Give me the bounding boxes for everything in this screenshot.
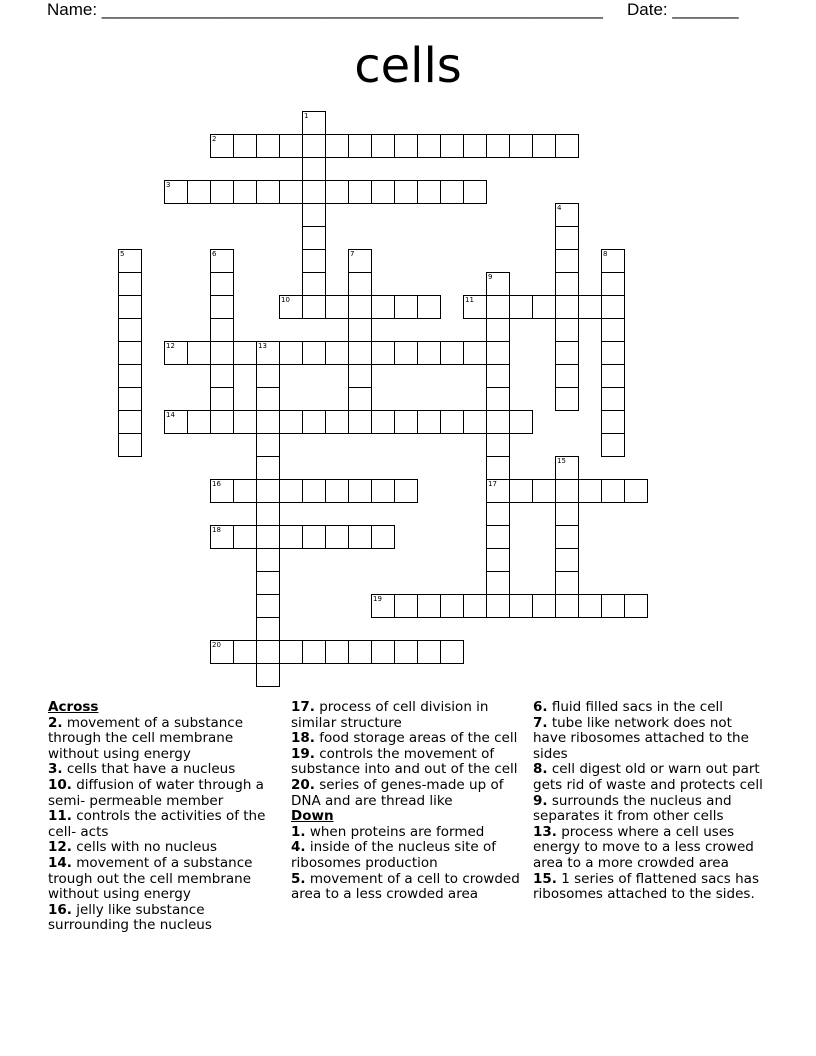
grid-cell[interactable] xyxy=(486,272,510,296)
grid-cell[interactable] xyxy=(118,295,142,319)
grid-cell[interactable] xyxy=(348,134,372,158)
clue-text: process of cell division in similar structure xyxy=(291,699,489,731)
cell-number: 2 xyxy=(212,135,217,143)
cell-number: 5 xyxy=(120,250,125,258)
clue-number: 3. xyxy=(48,761,63,778)
clue-number: 15. xyxy=(533,870,557,887)
clue-number: 11. xyxy=(48,808,72,825)
grid-cell[interactable] xyxy=(509,410,533,434)
grid-cell[interactable] xyxy=(348,410,372,434)
grid-cell[interactable] xyxy=(233,640,257,664)
grid-cell[interactable] xyxy=(233,134,257,158)
grid-cell[interactable] xyxy=(417,180,441,204)
grid-cell[interactable] xyxy=(210,364,234,388)
cell-number: 1 xyxy=(304,112,309,120)
grid-cell[interactable] xyxy=(256,387,280,411)
grid-cell[interactable] xyxy=(210,387,234,411)
grid-cell[interactable] xyxy=(578,594,602,618)
grid-cell[interactable] xyxy=(325,180,349,204)
grid-cell[interactable] xyxy=(463,594,487,618)
grid-cell[interactable] xyxy=(555,525,579,549)
grid-cell[interactable] xyxy=(118,364,142,388)
grid-cell[interactable] xyxy=(463,295,487,319)
clue-down-9 xyxy=(533,794,769,825)
clue-number: 13. xyxy=(533,823,557,840)
grid-cell[interactable] xyxy=(601,364,625,388)
clue-text: cells that have a nucleus xyxy=(66,761,236,778)
grid-cell[interactable] xyxy=(371,134,395,158)
grid-cell[interactable] xyxy=(256,640,280,664)
grid-cell[interactable] xyxy=(210,134,234,158)
grid-cell[interactable] xyxy=(302,157,326,181)
grid-cell[interactable] xyxy=(279,410,303,434)
grid-cell[interactable] xyxy=(555,203,579,227)
cell-number: 11 xyxy=(465,296,474,304)
grid-cell[interactable] xyxy=(256,180,280,204)
clue-across-20 xyxy=(291,778,523,809)
grid-cell[interactable] xyxy=(371,180,395,204)
grid-cell[interactable] xyxy=(555,295,579,319)
grid-cell[interactable] xyxy=(578,295,602,319)
grid-cell[interactable] xyxy=(210,410,234,434)
clue-down-1 xyxy=(291,825,523,841)
clue-text: movement of a substance trough out the cell membrane without using energy xyxy=(48,854,253,903)
grid-cell[interactable] xyxy=(486,502,510,526)
clue-number: 18. xyxy=(291,730,315,747)
clue-column-2 xyxy=(291,700,523,903)
clue-across-18 xyxy=(291,731,523,747)
grid-cell[interactable] xyxy=(394,640,418,664)
grid-cell[interactable] xyxy=(118,341,142,365)
grid-cell[interactable] xyxy=(601,341,625,365)
clue-across-10 xyxy=(48,778,280,809)
clue-text: diffusion of water through a semi- permeable member xyxy=(48,776,264,809)
clue-down-4 xyxy=(291,840,523,871)
clue-number: 20. xyxy=(291,776,315,793)
clue-text: cell digest old or warn out part gets rid of waste and protects cell xyxy=(533,761,763,793)
grid-cell[interactable] xyxy=(118,318,142,342)
grid-cell[interactable] xyxy=(486,295,510,319)
grid-cell[interactable] xyxy=(486,364,510,388)
grid-cell[interactable] xyxy=(509,479,533,503)
grid-cell[interactable] xyxy=(532,594,556,618)
cell-number: 19 xyxy=(373,595,382,603)
clue-across-14 xyxy=(48,856,280,903)
grid-cell[interactable] xyxy=(555,249,579,273)
grid-cell[interactable] xyxy=(486,387,510,411)
grid-cell[interactable] xyxy=(233,525,257,549)
grid-cell[interactable] xyxy=(555,387,579,411)
grid-cell[interactable] xyxy=(440,410,464,434)
grid-cell[interactable] xyxy=(256,134,280,158)
grid-cell[interactable] xyxy=(325,134,349,158)
grid-cell[interactable] xyxy=(371,410,395,434)
grid-cell[interactable] xyxy=(486,456,510,480)
grid-cell[interactable] xyxy=(210,640,234,664)
clue-down-13 xyxy=(533,825,769,872)
grid-cell[interactable] xyxy=(210,341,234,365)
grid-cell[interactable] xyxy=(256,456,280,480)
clue-column-3 xyxy=(533,700,769,903)
grid-cell[interactable] xyxy=(371,341,395,365)
cell-number: 6 xyxy=(212,250,217,258)
clue-number: 8. xyxy=(533,761,548,778)
grid-cell[interactable] xyxy=(486,479,510,503)
grid-cell[interactable] xyxy=(302,111,326,135)
grid-cell[interactable] xyxy=(394,295,418,319)
grid-cell[interactable] xyxy=(601,410,625,434)
grid-cell[interactable] xyxy=(256,663,280,687)
grid-cell[interactable] xyxy=(164,410,188,434)
grid-cell[interactable] xyxy=(118,410,142,434)
grid-cell[interactable] xyxy=(302,295,326,319)
clue-text: series of genes-made up of DNA and are thread like xyxy=(291,776,504,809)
grid-cell[interactable] xyxy=(601,594,625,618)
grid-cell[interactable] xyxy=(256,571,280,595)
grid-cell[interactable] xyxy=(210,180,234,204)
clue-across-3 xyxy=(48,762,280,778)
grid-cell[interactable] xyxy=(302,525,326,549)
grid-cell[interactable] xyxy=(394,410,418,434)
grid-cell[interactable] xyxy=(302,410,326,434)
clue-across-2 xyxy=(48,716,280,763)
grid-cell[interactable] xyxy=(279,295,303,319)
grid-cell[interactable] xyxy=(302,272,326,296)
clue-text: surrounds the nucleus and separates it from other cells xyxy=(533,792,732,825)
grid-cell[interactable] xyxy=(279,180,303,204)
grid-cell[interactable] xyxy=(210,479,234,503)
grid-cell[interactable] xyxy=(601,479,625,503)
grid-cell[interactable] xyxy=(578,479,602,503)
grid-cell[interactable] xyxy=(164,180,188,204)
clue-number: 9. xyxy=(533,792,548,809)
clue-number: 6. xyxy=(533,699,548,715)
grid-cell[interactable] xyxy=(118,433,142,457)
grid-cell[interactable] xyxy=(555,571,579,595)
grid-cell[interactable] xyxy=(555,341,579,365)
grid-cell[interactable] xyxy=(256,594,280,618)
grid-cell[interactable] xyxy=(348,318,372,342)
grid-cell[interactable] xyxy=(555,272,579,296)
cell-number: 16 xyxy=(212,480,221,488)
clue-text: 1 series of flattened sacs has ribosomes attached to the sides. xyxy=(533,870,759,903)
cell-number: 7 xyxy=(350,250,355,258)
grid-cell[interactable] xyxy=(601,387,625,411)
clue-across-11 xyxy=(48,809,280,840)
grid-cell[interactable] xyxy=(325,479,349,503)
grid-cell[interactable] xyxy=(486,433,510,457)
grid-cell[interactable] xyxy=(394,594,418,618)
grid-cell[interactable] xyxy=(348,387,372,411)
grid-cell[interactable] xyxy=(256,525,280,549)
grid-cell[interactable] xyxy=(463,341,487,365)
grid-cell[interactable] xyxy=(440,640,464,664)
grid-cell[interactable] xyxy=(325,410,349,434)
grid-cell[interactable] xyxy=(348,525,372,549)
cell-number: 8 xyxy=(603,250,608,258)
clue-number: 2. xyxy=(48,714,63,731)
grid-cell[interactable] xyxy=(256,617,280,641)
grid-cell[interactable] xyxy=(279,134,303,158)
grid-cell[interactable] xyxy=(325,640,349,664)
clue-text: cells with no nucleus xyxy=(76,839,217,856)
clue-across-17 xyxy=(291,700,523,731)
clue-text: tube like network does not have ribosomes attached to the sides xyxy=(533,714,749,762)
grid-cell[interactable] xyxy=(486,594,510,618)
grid-cell[interactable] xyxy=(440,180,464,204)
grid-cell[interactable] xyxy=(256,433,280,457)
grid-cell[interactable] xyxy=(256,410,280,434)
grid-cell[interactable] xyxy=(417,341,441,365)
cell-number: 14 xyxy=(166,411,175,419)
grid-cell[interactable] xyxy=(417,410,441,434)
clue-text: controls the activities of the cell- acts xyxy=(48,808,266,840)
clue-number: 7. xyxy=(533,714,548,731)
grid-cell[interactable] xyxy=(555,479,579,503)
grid-cell[interactable] xyxy=(233,479,257,503)
clue-column-1 xyxy=(48,700,280,934)
grid-cell[interactable] xyxy=(348,295,372,319)
clue-number: 12. xyxy=(48,839,72,856)
grid-cell[interactable] xyxy=(233,410,257,434)
grid-cell[interactable] xyxy=(210,318,234,342)
grid-cell[interactable] xyxy=(118,387,142,411)
across-heading: Across xyxy=(48,699,99,715)
grid-cell[interactable] xyxy=(118,249,142,273)
clue-number: 10. xyxy=(48,776,72,793)
grid-cell[interactable] xyxy=(555,456,579,480)
grid-cell[interactable] xyxy=(371,594,395,618)
clue-text: jelly like substance surrounding the nucleus xyxy=(48,901,212,934)
cell-number: 15 xyxy=(557,457,566,465)
grid-cell[interactable] xyxy=(256,502,280,526)
clue-down-7 xyxy=(533,716,769,763)
clue-text: when proteins are formed xyxy=(309,823,485,840)
grid-cell[interactable] xyxy=(555,318,579,342)
grid-cell[interactable] xyxy=(394,341,418,365)
grid-cell[interactable] xyxy=(210,525,234,549)
grid-cell[interactable] xyxy=(601,272,625,296)
grid-cell[interactable] xyxy=(624,479,648,503)
clue-text: inside of the nucleus site of ribosomes production xyxy=(291,839,496,871)
clue-down-5 xyxy=(291,872,523,903)
grid-cell[interactable] xyxy=(302,180,326,204)
clue-number: 5. xyxy=(291,870,306,887)
cell-number: 17 xyxy=(488,480,497,488)
grid-cell[interactable] xyxy=(279,341,303,365)
grid-cell[interactable] xyxy=(601,433,625,457)
date-field[interactable]: Date: _______ xyxy=(627,0,739,19)
clue-text: controls the movement of substance into and out of the cell xyxy=(291,745,518,778)
grid-cell[interactable] xyxy=(486,548,510,572)
clue-down-15 xyxy=(533,872,769,903)
grid-cell[interactable] xyxy=(486,525,510,549)
down-heading: Down xyxy=(291,808,334,825)
grid-cell[interactable] xyxy=(371,479,395,503)
grid-cell[interactable] xyxy=(486,134,510,158)
grid-cell[interactable] xyxy=(509,594,533,618)
grid-cell[interactable] xyxy=(348,249,372,273)
grid-cell[interactable] xyxy=(486,410,510,434)
grid-cell[interactable] xyxy=(187,180,211,204)
clue-number: 14. xyxy=(48,854,72,871)
grid-cell[interactable] xyxy=(210,272,234,296)
grid-cell[interactable] xyxy=(555,134,579,158)
grid-cell[interactable] xyxy=(210,295,234,319)
grid-cell[interactable] xyxy=(256,479,280,503)
grid-cell[interactable] xyxy=(440,594,464,618)
grid-cell[interactable] xyxy=(440,134,464,158)
grid-cell[interactable] xyxy=(463,410,487,434)
grid-cell[interactable] xyxy=(348,341,372,365)
grid-cell[interactable] xyxy=(394,180,418,204)
grid-cell[interactable] xyxy=(302,249,326,273)
clue-number: 19. xyxy=(291,745,315,762)
clue-across-12 xyxy=(48,840,280,856)
grid-cell[interactable] xyxy=(118,272,142,296)
grid-cell[interactable] xyxy=(486,318,510,342)
grid-cell[interactable] xyxy=(463,134,487,158)
grid-cell[interactable] xyxy=(555,226,579,250)
grid-cell[interactable] xyxy=(325,341,349,365)
grid-cell[interactable] xyxy=(210,249,234,273)
grid-cell[interactable] xyxy=(302,479,326,503)
grid-cell[interactable] xyxy=(463,180,487,204)
grid-cell[interactable] xyxy=(394,479,418,503)
grid-cell[interactable] xyxy=(164,341,188,365)
grid-cell[interactable] xyxy=(555,594,579,618)
cell-number: 10 xyxy=(281,296,290,304)
clue-down-8 xyxy=(533,762,769,793)
grid-cell[interactable] xyxy=(394,134,418,158)
grid-cell[interactable] xyxy=(256,364,280,388)
cell-number: 9 xyxy=(488,273,493,281)
grid-cell[interactable] xyxy=(302,203,326,227)
cell-number: 20 xyxy=(212,641,221,649)
grid-cell[interactable] xyxy=(279,479,303,503)
grid-cell[interactable] xyxy=(555,502,579,526)
cell-number: 18 xyxy=(212,526,221,534)
grid-cell[interactable] xyxy=(532,134,556,158)
cell-number: 13 xyxy=(258,342,267,350)
grid-cell[interactable] xyxy=(302,226,326,250)
grid-cell[interactable] xyxy=(532,295,556,319)
clue-number: 4. xyxy=(291,839,306,856)
grid-cell[interactable] xyxy=(371,295,395,319)
grid-cell[interactable] xyxy=(302,640,326,664)
clue-down-6 xyxy=(533,700,769,716)
clue-across-16 xyxy=(48,903,280,934)
grid-cell[interactable] xyxy=(256,341,280,365)
grid-cell[interactable] xyxy=(371,525,395,549)
grid-cell[interactable] xyxy=(348,479,372,503)
grid-cell[interactable] xyxy=(440,341,464,365)
grid-cell[interactable] xyxy=(325,525,349,549)
grid-cell[interactable] xyxy=(279,640,303,664)
grid-cell[interactable] xyxy=(348,272,372,296)
clue-number: 17. xyxy=(291,699,315,715)
grid-cell[interactable] xyxy=(256,548,280,572)
grid-cell[interactable] xyxy=(532,479,556,503)
grid-cell[interactable] xyxy=(509,134,533,158)
grid-cell[interactable] xyxy=(417,295,441,319)
clue-text: movement of a cell to crowded area to a less crowded area xyxy=(291,870,520,903)
grid-cell[interactable] xyxy=(601,295,625,319)
clue-text: fluid filled sacs in the cell xyxy=(551,699,723,715)
grid-cell[interactable] xyxy=(601,318,625,342)
grid-cell[interactable] xyxy=(509,295,533,319)
cell-number: 12 xyxy=(166,342,175,350)
grid-cell[interactable] xyxy=(601,249,625,273)
grid-cell[interactable] xyxy=(555,364,579,388)
grid-cell[interactable] xyxy=(555,548,579,572)
grid-cell[interactable] xyxy=(348,180,372,204)
clue-text: movement of a substance through the cell membrane without using energy xyxy=(48,714,244,762)
grid-cell[interactable] xyxy=(233,341,257,365)
grid-cell[interactable] xyxy=(233,180,257,204)
clue-across-19 xyxy=(291,747,523,778)
page-title: cells xyxy=(354,38,462,94)
clue-number: 16. xyxy=(48,901,72,918)
clue-number: 1. xyxy=(291,823,306,840)
grid-cell[interactable] xyxy=(348,364,372,388)
grid-cell[interactable] xyxy=(486,341,510,365)
clue-text: food storage areas of the cell xyxy=(319,730,518,747)
grid-cell[interactable] xyxy=(417,134,441,158)
grid-cell[interactable] xyxy=(302,134,326,158)
name-field[interactable]: Name: _____________________________________________________ xyxy=(47,0,603,19)
cell-number: 4 xyxy=(557,204,562,212)
clue-text: process where a cell uses energy to move to a less crowed area to a more crowded area xyxy=(533,823,754,871)
grid-cell[interactable] xyxy=(348,640,372,664)
grid-cell[interactable] xyxy=(417,594,441,618)
grid-cell[interactable] xyxy=(187,410,211,434)
grid-cell[interactable] xyxy=(279,525,303,549)
cell-number: 3 xyxy=(166,181,171,189)
grid-cell[interactable] xyxy=(187,341,211,365)
grid-cell[interactable] xyxy=(371,640,395,664)
grid-cell[interactable] xyxy=(417,640,441,664)
grid-cell[interactable] xyxy=(325,295,349,319)
grid-cell[interactable] xyxy=(486,571,510,595)
grid-cell[interactable] xyxy=(302,341,326,365)
grid-cell[interactable] xyxy=(624,594,648,618)
